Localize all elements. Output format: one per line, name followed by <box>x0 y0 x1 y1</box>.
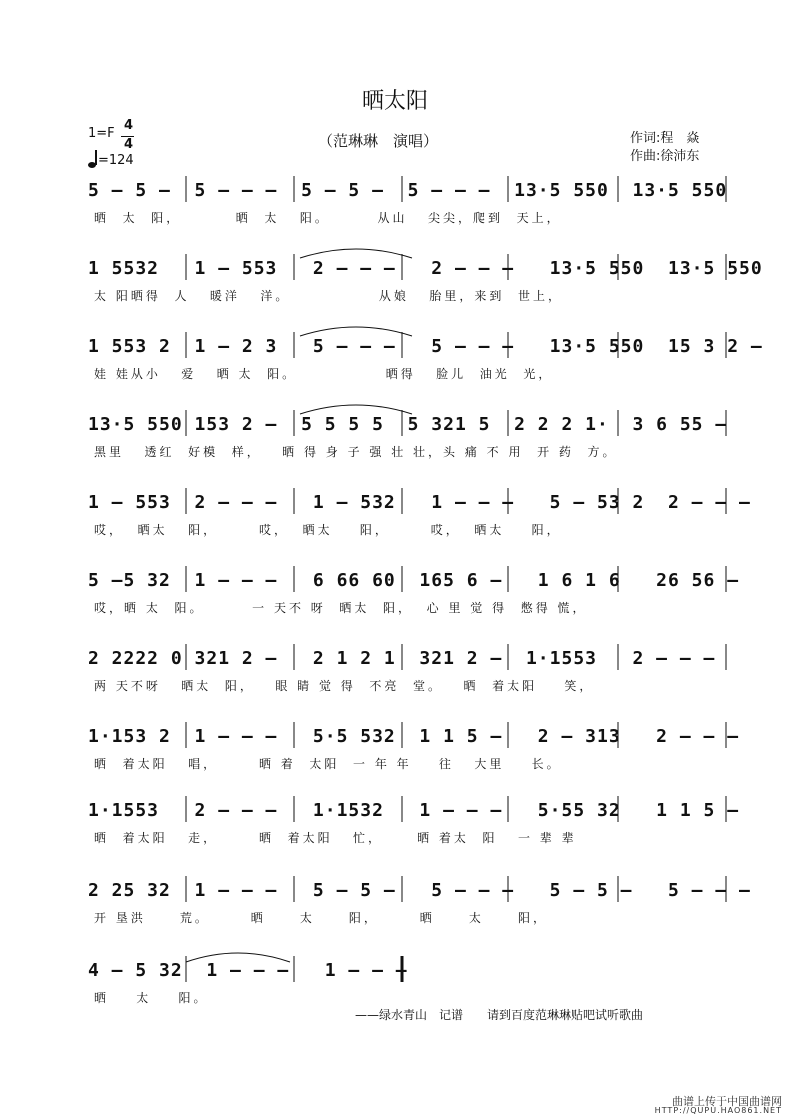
notation-row: 1 553 2 1 – 2 3 5 – – – 5 – – – 13·5 550 15 3 2 – <box>88 336 763 357</box>
tempo-marking <box>88 150 134 168</box>
time-signature-bottom: 4 <box>124 137 134 152</box>
slur-arc <box>300 249 412 258</box>
notation-row: 2 25 32 1 – – – 5 – 5 – 5 – – – 5 – 5 – 5 – – – <box>88 880 751 901</box>
notation-row: 4 – 5 32 1 – – – 1 – – – <box>88 960 408 981</box>
slur-arc <box>300 327 412 336</box>
song-title: 晒太阳 <box>361 89 428 114</box>
performer-subtitle: （范琳琳 演唱） <box>318 132 439 150</box>
notation-row: 1·153 2 1 – – – 5·5 532 1 1 5 – 2 – 313 2 – – – <box>88 726 740 747</box>
notation-row: 1 5532 1 – 553 2 – – – 2 – – – 13·5 550 13·5 550 <box>88 258 763 279</box>
key-signature: 1=F <box>88 126 115 141</box>
notation-row: 13·5 550 153 2 – 5 5 5 5 5 321 5 2 2 2 1· 3 6 55 – <box>88 414 728 435</box>
lyric-row: 晒 太 阳， 晒 太 阳。 从山 尖尖，爬到 天上， <box>94 211 562 225</box>
notation-row: 5 –5 32 1 – – – 6 66 60 165 6 – 1 6 1 6 26 56 – <box>88 570 740 591</box>
watermark-url: HTTP://QUPU.HAO861.NET <box>654 1106 782 1115</box>
quarter-note-icon <box>88 150 98 168</box>
slur-arc <box>300 405 412 414</box>
lyric-row: 哎， 晒太 阳， 哎， 晒太 阳， 哎， 晒太 阳， <box>94 523 562 537</box>
lyric-row: 晒 着太阳 走， 晒 着太阳 忙， 晒 着太 阳 一 辈 辈 <box>94 831 577 845</box>
notation-row: 5 – 5 – 5 – – – 5 – 5 – 5 – – – 13·5 550 13·5 550 <box>88 180 728 201</box>
lyric-row: 晒 太 阳。 <box>94 991 209 1005</box>
notation-row: 2 2222 0 321 2 – 2 1 2 1 321 2 – 1·1553 2 – – – <box>88 648 716 669</box>
tempo-value: =124 <box>98 153 134 168</box>
composer: 作曲:徐沛东 <box>630 149 700 164</box>
time-signature-top: 4 <box>124 118 134 133</box>
lyric-row: 娃 娃从小 爱 晒 太 阳。 晒得 脸儿 油光 光， <box>94 367 554 381</box>
lyric-row: 开 垦洪 荒。 晒 太 阳， 晒 太 阳， <box>94 911 548 925</box>
lyric-row: 哎，晒 太 阳。 一 天不 呀 晒太 阳， 心 里 觉 得 憋得 慌， <box>94 601 588 615</box>
lyric-row: 黑里 透红 好模 样， 晒 得 身 子 强 壮 壮，头 痛 不 用 开 药 方。 <box>94 445 618 459</box>
watermark-site: 曲谱上传于中国曲谱网 <box>672 1095 782 1108</box>
transcriber-credit: ——绿水青山 记谱 请到百度范琳琳贴吧试听歌曲 <box>355 1008 644 1022</box>
lyric-row: 晒 着太阳 唱， 晒 着 太阳 一 年 年 往 大里 长。 <box>94 757 562 771</box>
notation-row: 1·1553 2 – – – 1·1532 1 – – – 5·55 32 1 1 5 – <box>88 800 740 821</box>
lyric-row: 两 天不呀 晒太 阳， 眼 睛 觉 得 不亮 堂。 晒 着太阳 笑， <box>94 679 595 693</box>
lyricist: 作词:程 焱 <box>630 131 700 146</box>
notation-row: 1 – 553 2 – – – 1 – 532 1 – – – 5 – 53 2 2 – – – <box>88 492 751 513</box>
lyric-row: 太 阳晒得 人 暖洋 洋。 从娘 胎里，来到 世上， <box>94 289 563 303</box>
